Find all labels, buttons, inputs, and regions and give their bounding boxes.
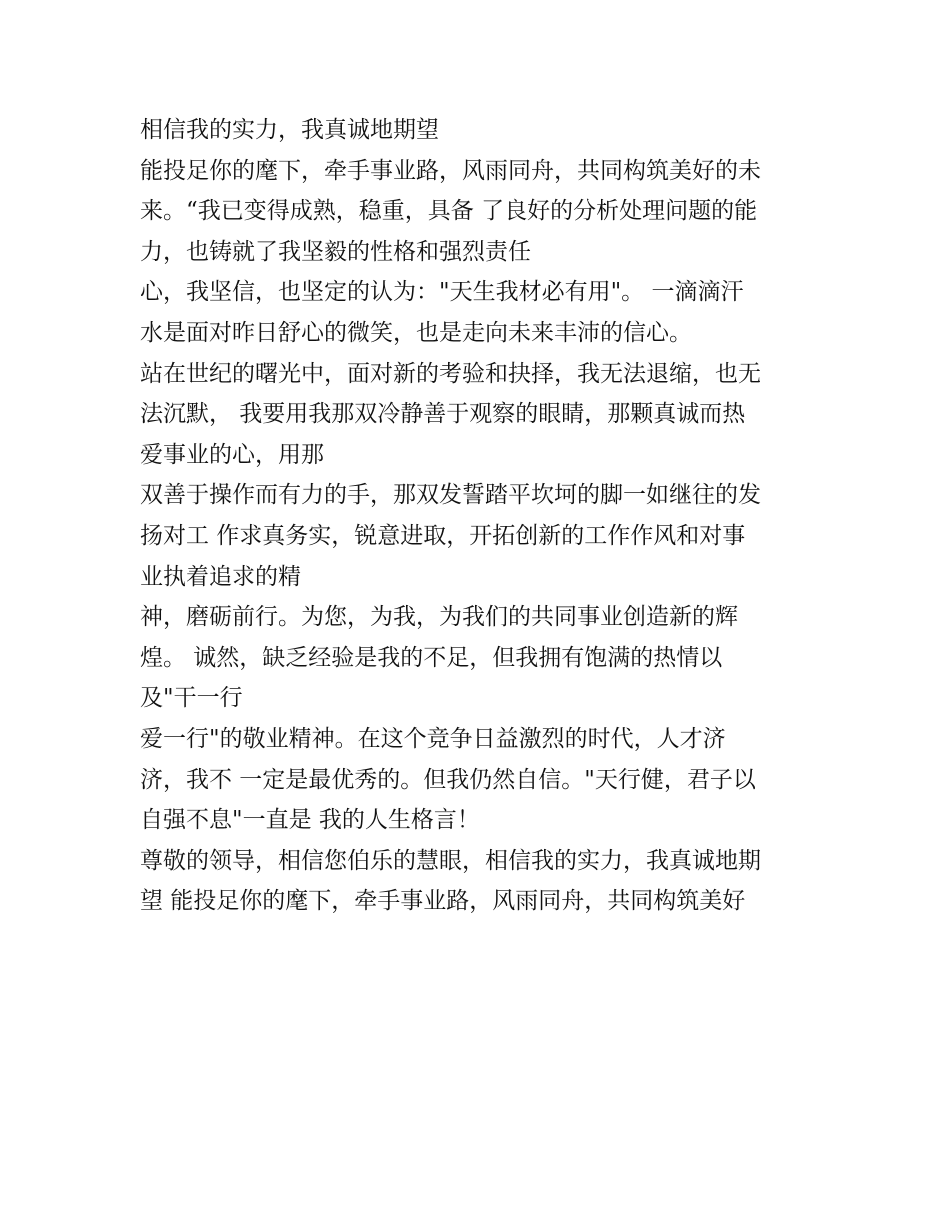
text-line: 心，我坚信，也坚定的认为："天生我材必有用"。 一滴滴汗 xyxy=(140,279,744,306)
text-line: 神，磨砺前行。为您，为我，为我们的共同事业创造新的辉 xyxy=(140,604,738,631)
document-body xyxy=(140,110,830,922)
text-line: 望 能投足你的麾下，牵手事业路，风雨同舟，共同构筑美好 xyxy=(140,888,746,915)
text-line: 济，我不 一定是最优秀的。但我仍然自信。"天行健，君子以 xyxy=(140,766,756,793)
text-line: 法沉默， 我要用我那双冷静善于观察的眼睛，那颗真诚而热 xyxy=(140,401,746,428)
text-line: 业执着追求的精 xyxy=(140,563,301,590)
text-line: 水是面对昨日舒心的微笑，也是走向未来丰沛的信心。 xyxy=(140,319,692,346)
text-line: 相信我的实力，我真诚地期望 xyxy=(140,117,439,143)
text-line: 自强不息"一直是 我的人生格言！ xyxy=(140,807,480,834)
text-line: 尊敬的领导，相信您伯乐的慧眼，相信我的实力，我真诚地期 xyxy=(140,847,761,874)
text-line: 扬对工 作求真务实，锐意进取，开拓创新的工作作风和对事 xyxy=(140,522,746,549)
text-line: 爱事业的心，用那 xyxy=(140,441,324,468)
text-line: 双善于操作而有力的手，那双发誓踏平坎坷的脚一如继往的发 xyxy=(140,482,761,509)
text-line: 及"干一行 xyxy=(140,685,243,712)
text-line: 能投足你的麾下，牵手事业路，风雨同舟，共同构筑美好的未 xyxy=(140,157,761,184)
text-line: 力，也铸就了我坚毅的性格和强烈责任 xyxy=(140,238,531,265)
text-line: 爱一行"的敬业精神。在这个竞争日益激烈的时代，人才济 xyxy=(140,725,726,752)
text-line: 来。“我已变得成熟，稳重，具备 了良好的分析处理问题的能 xyxy=(140,198,758,225)
text-line: 站在世纪的曙光中，面对新的考验和抉择，我无法退缩，也无 xyxy=(140,360,761,387)
text-line: 煌。 诚然，缺乏经验是我的不足，但我拥有饱满的热情以 xyxy=(140,644,723,671)
